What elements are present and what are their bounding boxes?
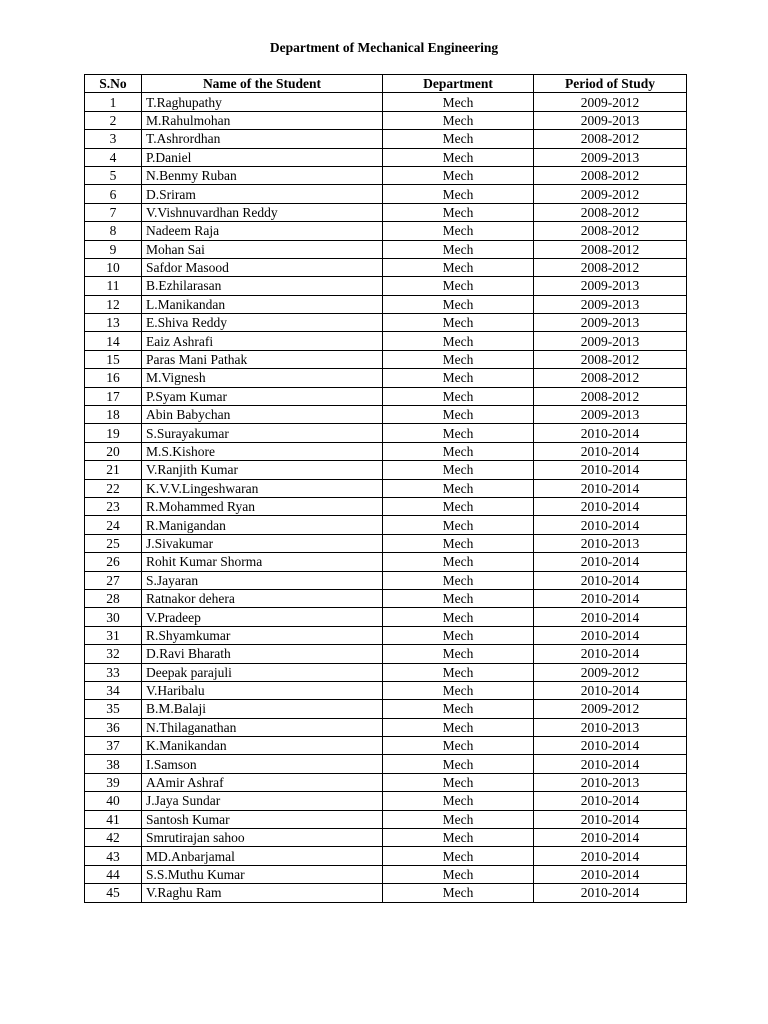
table-row <box>85 847 687 865</box>
cell-period: 2010-2014 <box>534 571 687 589</box>
cell-student-name: K.Manikandan <box>142 737 383 755</box>
cell-period: 2010-2014 <box>534 755 687 773</box>
cell-department: Mech <box>383 111 534 129</box>
cell-sno: 23 <box>85 497 142 515</box>
cell-student-name: Mohan Sai <box>142 240 383 258</box>
cell-student-name: R.Mohammed Ryan <box>142 497 383 515</box>
cell-sno: 35 <box>85 700 142 718</box>
header-row <box>85 75 687 93</box>
table-row <box>85 93 687 111</box>
cell-sno: 24 <box>85 516 142 534</box>
cell-period: 2008-2012 <box>534 387 687 405</box>
cell-department: Mech <box>383 369 534 387</box>
cell-period: 2008-2012 <box>534 350 687 368</box>
cell-student-name: I.Samson <box>142 755 383 773</box>
table-row <box>85 773 687 791</box>
cell-sno: 37 <box>85 737 142 755</box>
cell-period: 2008-2012 <box>534 166 687 184</box>
cell-sno: 32 <box>85 645 142 663</box>
table-row <box>85 645 687 663</box>
cell-department: Mech <box>383 497 534 515</box>
cell-sno: 33 <box>85 663 142 681</box>
cell-student-name: J.Sivakumar <box>142 534 383 552</box>
table-row <box>85 553 687 571</box>
student-table <box>84 74 687 903</box>
table-row <box>85 166 687 184</box>
table-row <box>85 350 687 368</box>
cell-department: Mech <box>383 681 534 699</box>
cell-student-name: V.Haribalu <box>142 681 383 699</box>
cell-period: 2010-2014 <box>534 608 687 626</box>
table-row <box>85 884 687 902</box>
cell-sno: 41 <box>85 810 142 828</box>
cell-period: 2010-2014 <box>534 792 687 810</box>
cell-student-name: M.S.Kishore <box>142 442 383 460</box>
cell-sno: 8 <box>85 222 142 240</box>
cell-student-name: Rohit Kumar Shorma <box>142 553 383 571</box>
table-row <box>85 314 687 332</box>
cell-period: 2010-2013 <box>534 773 687 791</box>
cell-student-name: V.Raghu Ram <box>142 884 383 902</box>
header-name: Name of the Student <box>142 75 383 93</box>
cell-period: 2010-2014 <box>534 810 687 828</box>
table-row <box>85 185 687 203</box>
cell-department: Mech <box>383 406 534 424</box>
cell-period: 2010-2014 <box>534 645 687 663</box>
cell-period: 2010-2013 <box>534 534 687 552</box>
cell-period: 2010-2014 <box>534 829 687 847</box>
cell-period: 2008-2012 <box>534 258 687 276</box>
table-row <box>85 240 687 258</box>
cell-student-name: L.Manikandan <box>142 295 383 313</box>
cell-sno: 38 <box>85 755 142 773</box>
cell-department: Mech <box>383 534 534 552</box>
page-title: Department of Mechanical Engineering <box>269 40 499 55</box>
cell-sno: 42 <box>85 829 142 847</box>
cell-period: 2010-2014 <box>534 424 687 442</box>
cell-period: 2009-2013 <box>534 277 687 295</box>
cell-student-name: M.Rahulmohan <box>142 111 383 129</box>
cell-department: Mech <box>383 332 534 350</box>
table-row <box>85 387 687 405</box>
cell-sno: 12 <box>85 295 142 313</box>
cell-student-name: T.Ashrordhan <box>142 130 383 148</box>
cell-student-name: Ratnakor dehera <box>142 589 383 607</box>
cell-department: Mech <box>383 773 534 791</box>
cell-student-name: P.Daniel <box>142 148 383 166</box>
cell-department: Mech <box>383 571 534 589</box>
table-row <box>85 737 687 755</box>
cell-sno: 21 <box>85 461 142 479</box>
table-row <box>85 663 687 681</box>
cell-student-name: J.Jaya Sundar <box>142 792 383 810</box>
table-row <box>85 461 687 479</box>
table-body <box>85 93 687 902</box>
table-row <box>85 258 687 276</box>
table-row <box>85 295 687 313</box>
cell-department: Mech <box>383 884 534 902</box>
cell-period: 2009-2012 <box>534 700 687 718</box>
cell-student-name: Safdor Masood <box>142 258 383 276</box>
cell-department: Mech <box>383 387 534 405</box>
cell-sno: 45 <box>85 884 142 902</box>
cell-period: 2008-2012 <box>534 222 687 240</box>
cell-student-name: V.Vishnuvardhan Reddy <box>142 203 383 221</box>
cell-student-name: S.Surayakumar <box>142 424 383 442</box>
cell-sno: 31 <box>85 626 142 644</box>
cell-period: 2010-2014 <box>534 884 687 902</box>
cell-department: Mech <box>383 185 534 203</box>
cell-period: 2010-2014 <box>534 847 687 865</box>
header-sno: S.No <box>85 75 142 93</box>
cell-department: Mech <box>383 589 534 607</box>
cell-student-name: V.Ranjith Kumar <box>142 461 383 479</box>
cell-sno: 43 <box>85 847 142 865</box>
cell-student-name: T.Raghupathy <box>142 93 383 111</box>
cell-department: Mech <box>383 314 534 332</box>
cell-department: Mech <box>383 608 534 626</box>
cell-student-name: AAmir Ashraf <box>142 773 383 791</box>
cell-department: Mech <box>383 222 534 240</box>
cell-student-name: D.Ravi Bharath <box>142 645 383 663</box>
cell-student-name: D.Sriram <box>142 185 383 203</box>
cell-department: Mech <box>383 718 534 736</box>
cell-student-name: P.Syam Kumar <box>142 387 383 405</box>
cell-sno: 7 <box>85 203 142 221</box>
cell-sno: 18 <box>85 406 142 424</box>
cell-department: Mech <box>383 847 534 865</box>
cell-student-name: B.Ezhilarasan <box>142 277 383 295</box>
cell-student-name: R.Shyamkumar <box>142 626 383 644</box>
cell-period: 2009-2013 <box>534 314 687 332</box>
cell-department: Mech <box>383 553 534 571</box>
cell-department: Mech <box>383 258 534 276</box>
cell-sno: 25 <box>85 534 142 552</box>
cell-period: 2009-2013 <box>534 295 687 313</box>
cell-period: 2009-2012 <box>534 93 687 111</box>
cell-sno: 16 <box>85 369 142 387</box>
cell-sno: 6 <box>85 185 142 203</box>
cell-sno: 27 <box>85 571 142 589</box>
cell-period: 2010-2014 <box>534 497 687 515</box>
cell-period: 2010-2014 <box>534 479 687 497</box>
cell-period: 2009-2013 <box>534 111 687 129</box>
cell-sno: 34 <box>85 681 142 699</box>
table-row <box>85 203 687 221</box>
cell-student-name: Paras Mani Pathak <box>142 350 383 368</box>
cell-sno: 26 <box>85 553 142 571</box>
table-row <box>85 534 687 552</box>
cell-department: Mech <box>383 626 534 644</box>
table-row <box>85 810 687 828</box>
cell-student-name: B.M.Balaji <box>142 700 383 718</box>
table-row <box>85 442 687 460</box>
cell-sno: 40 <box>85 792 142 810</box>
table-row <box>85 589 687 607</box>
table-row <box>85 700 687 718</box>
cell-department: Mech <box>383 792 534 810</box>
cell-period: 2010-2014 <box>534 681 687 699</box>
cell-student-name: MD.Anbarjamal <box>142 847 383 865</box>
cell-period: 2009-2013 <box>534 332 687 350</box>
table-row <box>85 718 687 736</box>
cell-department: Mech <box>383 810 534 828</box>
cell-student-name: N.Thilaganathan <box>142 718 383 736</box>
cell-department: Mech <box>383 350 534 368</box>
cell-period: 2010-2014 <box>534 589 687 607</box>
cell-department: Mech <box>383 737 534 755</box>
table-row <box>85 755 687 773</box>
cell-student-name: E.Shiva Reddy <box>142 314 383 332</box>
table-row <box>85 222 687 240</box>
cell-sno: 2 <box>85 111 142 129</box>
cell-department: Mech <box>383 277 534 295</box>
cell-sno: 14 <box>85 332 142 350</box>
cell-period: 2010-2014 <box>534 442 687 460</box>
cell-sno: 3 <box>85 130 142 148</box>
cell-department: Mech <box>383 240 534 258</box>
cell-sno: 4 <box>85 148 142 166</box>
table-row <box>85 626 687 644</box>
cell-department: Mech <box>383 295 534 313</box>
cell-period: 2010-2014 <box>534 865 687 883</box>
cell-department: Mech <box>383 130 534 148</box>
cell-student-name: S.S.Muthu Kumar <box>142 865 383 883</box>
cell-student-name: Santosh Kumar <box>142 810 383 828</box>
table-header <box>85 75 687 93</box>
table-row <box>85 865 687 883</box>
table-row <box>85 497 687 515</box>
cell-department: Mech <box>383 516 534 534</box>
cell-department: Mech <box>383 442 534 460</box>
table-row <box>85 681 687 699</box>
cell-period: 2010-2014 <box>534 553 687 571</box>
cell-sno: 20 <box>85 442 142 460</box>
cell-student-name: Eaiz Ashrafi <box>142 332 383 350</box>
cell-department: Mech <box>383 645 534 663</box>
cell-department: Mech <box>383 203 534 221</box>
cell-student-name: Smrutirajan sahoo <box>142 829 383 847</box>
cell-student-name: M.Vignesh <box>142 369 383 387</box>
cell-student-name: V.Pradeep <box>142 608 383 626</box>
cell-student-name: R.Manigandan <box>142 516 383 534</box>
header-period: Period of Study <box>534 75 687 93</box>
cell-student-name: Deepak parajuli <box>142 663 383 681</box>
table-row <box>85 332 687 350</box>
cell-sno: 13 <box>85 314 142 332</box>
cell-sno: 44 <box>85 865 142 883</box>
cell-student-name: S.Jayaran <box>142 571 383 589</box>
cell-department: Mech <box>383 700 534 718</box>
cell-department: Mech <box>383 424 534 442</box>
cell-period: 2010-2014 <box>534 737 687 755</box>
table-row <box>85 571 687 589</box>
cell-period: 2009-2012 <box>534 663 687 681</box>
cell-period: 2010-2014 <box>534 516 687 534</box>
cell-department: Mech <box>383 461 534 479</box>
cell-department: Mech <box>383 479 534 497</box>
cell-sno: 9 <box>85 240 142 258</box>
cell-period: 2008-2012 <box>534 203 687 221</box>
table-row <box>85 608 687 626</box>
cell-student-name: N.Benmy Ruban <box>142 166 383 184</box>
cell-sno: 36 <box>85 718 142 736</box>
cell-department: Mech <box>383 829 534 847</box>
cell-sno: 15 <box>85 350 142 368</box>
table-row <box>85 369 687 387</box>
table-row <box>85 277 687 295</box>
header-department: Department <box>383 75 534 93</box>
table-row <box>85 792 687 810</box>
table-row <box>85 479 687 497</box>
cell-sno: 10 <box>85 258 142 276</box>
cell-period: 2008-2012 <box>534 130 687 148</box>
cell-sno: 28 <box>85 589 142 607</box>
cell-sno: 30 <box>85 608 142 626</box>
cell-period: 2009-2013 <box>534 148 687 166</box>
cell-student-name: K.V.V.Lingeshwaran <box>142 479 383 497</box>
cell-sno: 1 <box>85 93 142 111</box>
cell-sno: 39 <box>85 773 142 791</box>
cell-sno: 19 <box>85 424 142 442</box>
table-row <box>85 829 687 847</box>
cell-period: 2010-2013 <box>534 718 687 736</box>
cell-period: 2010-2014 <box>534 461 687 479</box>
table-row <box>85 516 687 534</box>
cell-department: Mech <box>383 93 534 111</box>
table-row <box>85 111 687 129</box>
cell-period: 2009-2013 <box>534 406 687 424</box>
cell-student-name: Abin Babychan <box>142 406 383 424</box>
cell-department: Mech <box>383 663 534 681</box>
cell-sno: 11 <box>85 277 142 295</box>
cell-sno: 5 <box>85 166 142 184</box>
cell-department: Mech <box>383 865 534 883</box>
table-row <box>85 148 687 166</box>
cell-period: 2008-2012 <box>534 369 687 387</box>
cell-period: 2009-2012 <box>534 185 687 203</box>
cell-period: 2010-2014 <box>534 626 687 644</box>
cell-department: Mech <box>383 166 534 184</box>
cell-student-name: Nadeem Raja <box>142 222 383 240</box>
cell-department: Mech <box>383 148 534 166</box>
cell-sno: 17 <box>85 387 142 405</box>
table-row <box>85 406 687 424</box>
cell-sno: 22 <box>85 479 142 497</box>
cell-department: Mech <box>383 755 534 773</box>
cell-period: 2008-2012 <box>534 240 687 258</box>
table-row <box>85 130 687 148</box>
table-row <box>85 424 687 442</box>
